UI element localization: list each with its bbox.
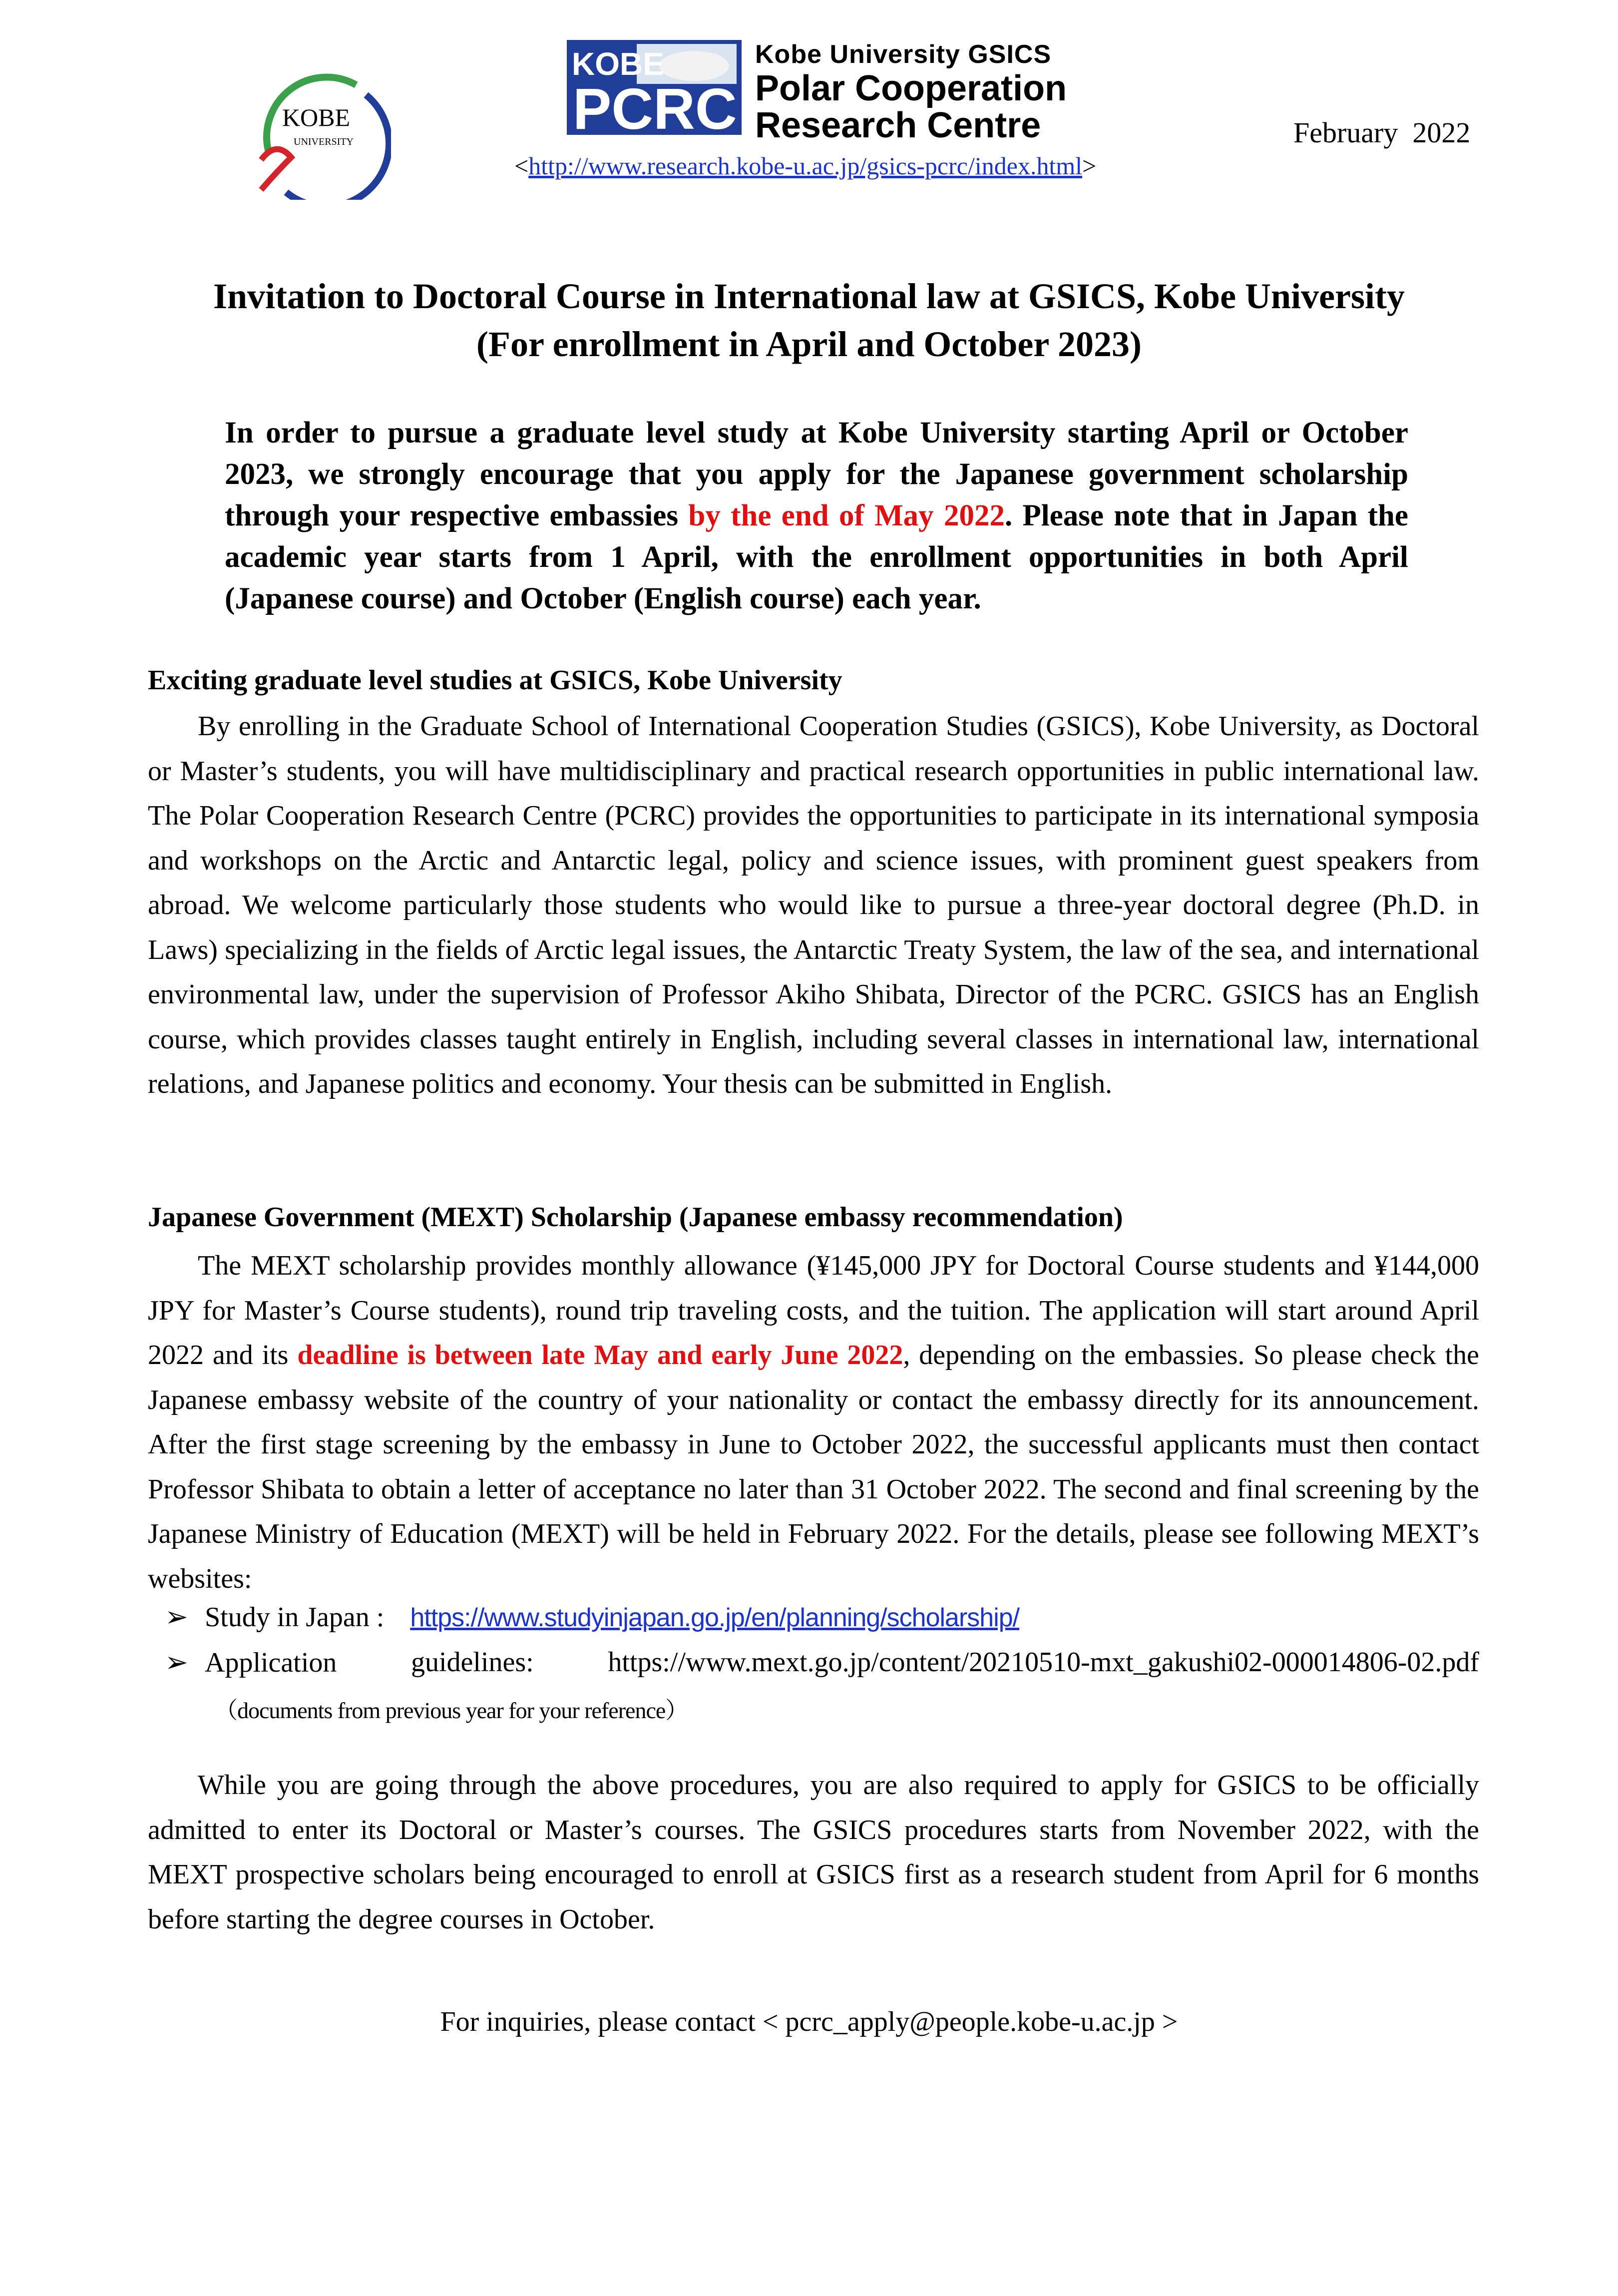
section-body-studies: By enrolling in the Graduate School of International Cooperation Studies (GSICS), Kobe University, as Doctoral or Master’s students, you will have multidisciplinary and practical research opportunities in public international law. The Polar Cooperation Research Centre (PCRC) provides the opportunities to participate in its international symposia and workshops on the Arctic and Antarctic legal, policy and science issues, with prominent guest speakers from abroad. We welcome particularly those students who would like to pursue a three-year doctoral degree (Ph.D. in Laws) specializing in the fields of Arctic legal issues, the Antarctic Treaty System, the law of the sea, and international environmental law, under the supervision of Professor Akiho Shibata, Director of the PCRC. GSICS has an English course, which provides classes taught entirely in English, including several classes in international law, international relations, and Japanese politics and economy. Your thesis can be submitted in English. xyxy=(148,711,1479,1099)
section-heading-studies: Exciting graduate level studies at GSICS, Kobe University xyxy=(148,665,842,696)
list-item: ➢ Study in Japan : https://www.studyinjapan.go.jp/en/planning/scholarship/ xyxy=(165,1602,1020,1633)
arrow-bullet-icon: ➢ xyxy=(165,1602,188,1633)
contact-line: For inquiries, please contact < pcrc_apply@people.kobe-u.ac.jp > xyxy=(440,2006,1178,2037)
section-heading-scholarship: Japanese Government (MEXT) Scholarship (Japanese embassy recommendation) xyxy=(148,1202,1123,1233)
kobe-logo-word: KOBE xyxy=(282,103,351,131)
arrow-bullet-icon: ➢ xyxy=(165,1647,188,1678)
org-line-2: Polar Cooperation xyxy=(755,68,1067,108)
pcrc-logo xyxy=(567,40,742,135)
section-body-procedures: While you are going through the above procedures, you are also required to apply for GSICS to be officially admitted to enter its Doctoral or Master’s courses. The GSICS procedures starts from November 2022, with the MEXT prospective scholars being encouraged to enroll at GSICS first as a research student from April for 6 months before starting the degree courses in October. xyxy=(148,1770,1479,1935)
svg-text:PCRC: PCRC xyxy=(573,76,737,135)
study-in-japan-link[interactable]: https://www.studyinjapan.go.jp/en/planning/scholarship/ xyxy=(410,1603,1020,1632)
svg-text:KOBE: KOBE xyxy=(572,46,664,82)
site-link-line: <http://www.research.kobe-u.ac.jp/gsics-pcrc/index.html> xyxy=(514,152,1097,180)
document-subtitle: (For enrollment in April and October 2023) xyxy=(476,324,1142,364)
document-date: February 2022 xyxy=(1293,116,1471,149)
list-item: ➢ Application guidelines: https://www.mext.go.jp/content/20210510-mxt_gakushi02-000014806-02.pdf xyxy=(165,1647,1479,1678)
section-body-scholarship: The MEXT scholarship provides monthly allowance (¥145,000 JPY for Doctoral Course students and ¥144,000 JPY for Master’s Course students), round trip traveling costs, and the tuition. The application will start around April 2022 and its deadline is between late May and early June 2022, depending on the embassies. So please check the Japanese embassy website of the country of your nationality or contact the embassy directly for its announcement. After the first stage screening by the embassy in June to October 2022, the successful applicants must then contact Professor Shibata to obtain a letter of acceptance no later than 31 October 2022. The second and final screening by the Japanese Ministry of Education (MEXT) will be held in February 2022. For the details, please see following MEXT’s websites: xyxy=(148,1250,1480,1594)
pcrc-website-link[interactable]: http://www.research.kobe-u.ac.jp/gsics-pcrc/index.html xyxy=(528,152,1083,180)
org-name xyxy=(755,39,1067,144)
application-guidelines-link[interactable]: https://www.mext.go.jp/content/20210510-mxt_gakushi02-000014806-02.pdf xyxy=(608,1647,1479,1678)
scholarship-deadline-highlight: deadline is between late May and early June 2022 xyxy=(297,1340,903,1371)
org-line-3: Research Centre xyxy=(755,105,1041,145)
kobe-logo-university: UNIVERSITY xyxy=(294,136,354,147)
kobe-university-logo xyxy=(241,65,391,200)
lead-paragraph: In order to pursue a graduate level study at Kobe University starting April or October 2023, we strongly encourage that you apply for the Japanese government scholarship through your respective embassies by the end of May 2022. Please note that in Japan the academic year starts from 1 April, with the enrollment opportunities in both April (Japanese course) and October (English course) each year. xyxy=(225,416,1408,615)
reference-note: （documents from previous year for your reference） xyxy=(215,1698,688,1723)
org-line-1: Kobe University GSICS xyxy=(755,40,1052,69)
lead-deadline-highlight: by the end of May 2022 xyxy=(688,499,1005,532)
document-title: Invitation to Doctoral Course in International law at GSICS, Kobe University xyxy=(213,276,1405,316)
